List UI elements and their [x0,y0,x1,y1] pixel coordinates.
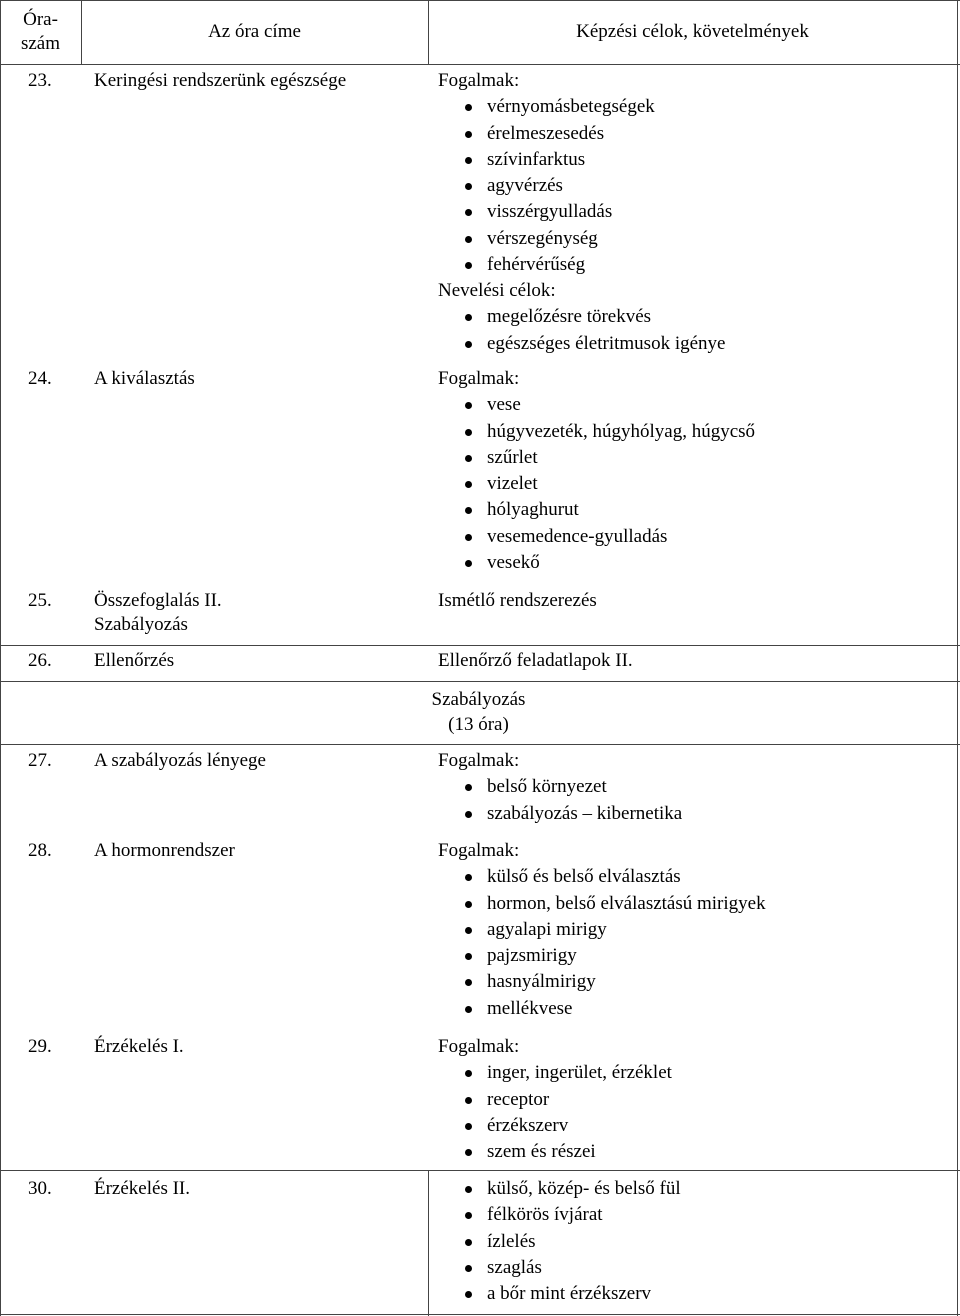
bullet-icon [465,560,472,567]
concept-text: receptor [487,1088,550,1110]
lesson-title: Érzékelés II. [94,1178,190,1199]
concept-list-item [487,1062,672,1084]
lesson-number: 24. [28,368,52,389]
bullet-icon [465,507,472,514]
bullet-icon [465,402,472,409]
concept-list-item [487,552,540,574]
table-border-right [957,0,958,1316]
concept-text: külső, közép- és belső fül [487,1178,681,1199]
concept-text: hólyaghurut [487,499,579,521]
concept-text: hormon, belső elválasztású mirigyek [487,892,766,914]
concept-list-item [487,175,563,197]
concept-text: mellékvese [487,997,573,1019]
bullet-icon [465,209,472,216]
concept-list-item [487,254,585,276]
concept-list-item [487,123,604,145]
concept-list-item [487,333,725,355]
section-title: Szabályozás [431,689,526,710]
lesson-number: 30. [28,1178,52,1199]
concept-text: vizelet [487,473,538,494]
bullet-icon [465,1149,472,1156]
concept-list-item [487,1178,681,1200]
concept-list-item [487,866,681,888]
lesson-number: 23. [28,70,52,91]
concept-text: egészséges életritmusok igénye [487,332,726,354]
lesson-number: 29. [28,1036,52,1057]
concept-text: félkörös ívjárat [487,1204,603,1226]
goal-label: Fogalmak: [438,840,520,861]
concept-list-item [487,1204,603,1226]
concept-text: vesekő [487,551,540,573]
concept-text: visszérgyulladás [487,201,613,223]
concept-text: fehérvérűség [487,253,586,275]
concept-text: szabályozás – kibernetika [487,802,683,824]
header-goals: Képzési célok, követelmények [576,21,809,42]
concept-text: húgyvezeték, húgyhólyag, húgycső [487,420,756,442]
bullet-icon [465,927,472,934]
concept-list-item [487,421,755,443]
concept-list-item [487,1141,596,1163]
bullet-icon [465,341,472,348]
bullet-icon [465,104,472,111]
bullet-icon [465,979,472,986]
concept-list-item [487,1283,651,1305]
concept-text: vérnyomásbetegségek [487,96,655,118]
concept-text: pajzsmirigy [487,945,577,966]
lesson-title: A kiválasztás [94,368,195,389]
concept-text: szem és részei [487,1141,596,1162]
section-hours: (13 óra) [448,714,509,735]
concept-text: külső és belső elválasztás [487,866,681,888]
concept-list-item [487,1257,542,1279]
bullet-icon [465,1186,472,1193]
concept-list-item [487,447,538,469]
lesson-title: Ellenőrzés [94,650,175,671]
concept-list-item [487,945,577,967]
concept-text: megelőzésre törekvés [487,306,652,328]
concept-list-item [487,526,667,548]
concept-text: érzékszerv [487,1114,569,1136]
concept-list-item [487,776,607,798]
concept-text: agyvérzés [487,175,563,196]
bullet-icon [465,1070,472,1077]
lesson-title: Keringési rendszerünk egészsége [94,70,347,91]
concept-text: vese [487,394,521,416]
header-hour-line-1: Óra- [23,9,58,30]
concept-list-item [487,1115,568,1137]
concept-list-item [487,919,607,941]
bullet-icon [465,953,472,960]
concept-list-item [487,201,612,223]
lesson-title: Érzékelés I. [94,1036,184,1057]
concept-text: a bőr mint érzékszerv [487,1283,652,1304]
concept-text: agyalapi mirigy [487,918,607,940]
lesson-number: 27. [28,750,52,771]
header-hour-line-2: szám [20,33,61,54]
lesson-title: A szabályozás lényege [94,750,266,771]
header-divider [0,64,960,65]
bullet-icon [465,314,472,321]
bullet-icon [465,1265,472,1272]
concept-list-item [487,803,682,825]
bullet-icon [465,183,472,190]
concept-text: szűrlet [487,446,538,468]
concept-list-item [487,394,521,416]
goal-label: Nevelési célok: [438,280,556,301]
concept-list-item [487,473,538,495]
lesson-number: 28. [28,840,52,861]
concept-list-item [487,893,766,915]
bullet-icon [465,1239,472,1246]
concept-list-item [487,499,579,521]
concept-text: hasnyálmirigy [487,971,596,993]
bullet-icon [465,1212,472,1219]
concept-list-item [487,96,655,118]
concept-text: inger, ingerület, érzéklet [487,1062,672,1084]
bullet-icon [465,874,472,881]
goal-label: Fogalmak: [438,70,520,91]
row-divider [0,681,960,682]
concept-text: szaglás [487,1256,542,1278]
header-lesson-title: Az óra címe [208,21,301,42]
concept-text: vérszegénység [487,227,598,249]
goal-label: Ismétlő rendszerezés [438,590,597,611]
bullet-icon [465,157,472,164]
lesson-number: 26. [28,650,52,671]
concept-text: szívinfarktus [487,148,586,170]
concept-list-item [487,228,598,250]
row-divider [0,744,960,745]
lesson-title: A hormonrendszer [94,840,235,861]
lesson-title: Összefoglalás II. [94,590,222,611]
bullet-icon [465,236,472,243]
bullet-icon [465,901,472,908]
bullet-icon [465,1123,472,1130]
concept-text: érelmeszesedés [487,122,605,144]
goal-label: Fogalmak: [438,750,520,771]
bullet-icon [465,1097,472,1104]
bullet-icon [465,534,472,541]
concept-list-item [487,306,651,328]
concept-text: vesemedence-gyulladás [487,525,668,547]
column-divider [428,1170,429,1316]
row-divider [0,1170,960,1171]
concept-list-item [487,1231,536,1253]
concept-text: ízlelés [487,1230,536,1252]
bullet-icon [465,262,472,269]
lesson-number: 25. [28,590,52,611]
table-border-bottom [0,1314,960,1315]
bullet-icon [465,1006,472,1013]
lesson-title: Szabályozás [94,614,188,635]
bullet-icon [465,481,472,488]
goal-label: Fogalmak: [438,1036,520,1057]
bullet-icon [465,1291,472,1298]
bullet-icon [465,131,472,138]
table-border-top [0,0,960,1]
table-border-left [0,0,1,1316]
goal-label: Fogalmak: [438,368,520,389]
concept-list-item [487,149,585,171]
concept-list-item [487,971,596,993]
bullet-icon [465,784,472,791]
bullet-icon [465,455,472,462]
bullet-icon [465,429,472,436]
bullet-icon [465,811,472,818]
concept-list-item [487,998,572,1020]
concept-text: belső környezet [487,776,607,798]
concept-list-item [487,1089,549,1111]
row-divider [0,645,960,646]
goal-label: Ellenőrző feladatlapok II. [438,650,633,671]
